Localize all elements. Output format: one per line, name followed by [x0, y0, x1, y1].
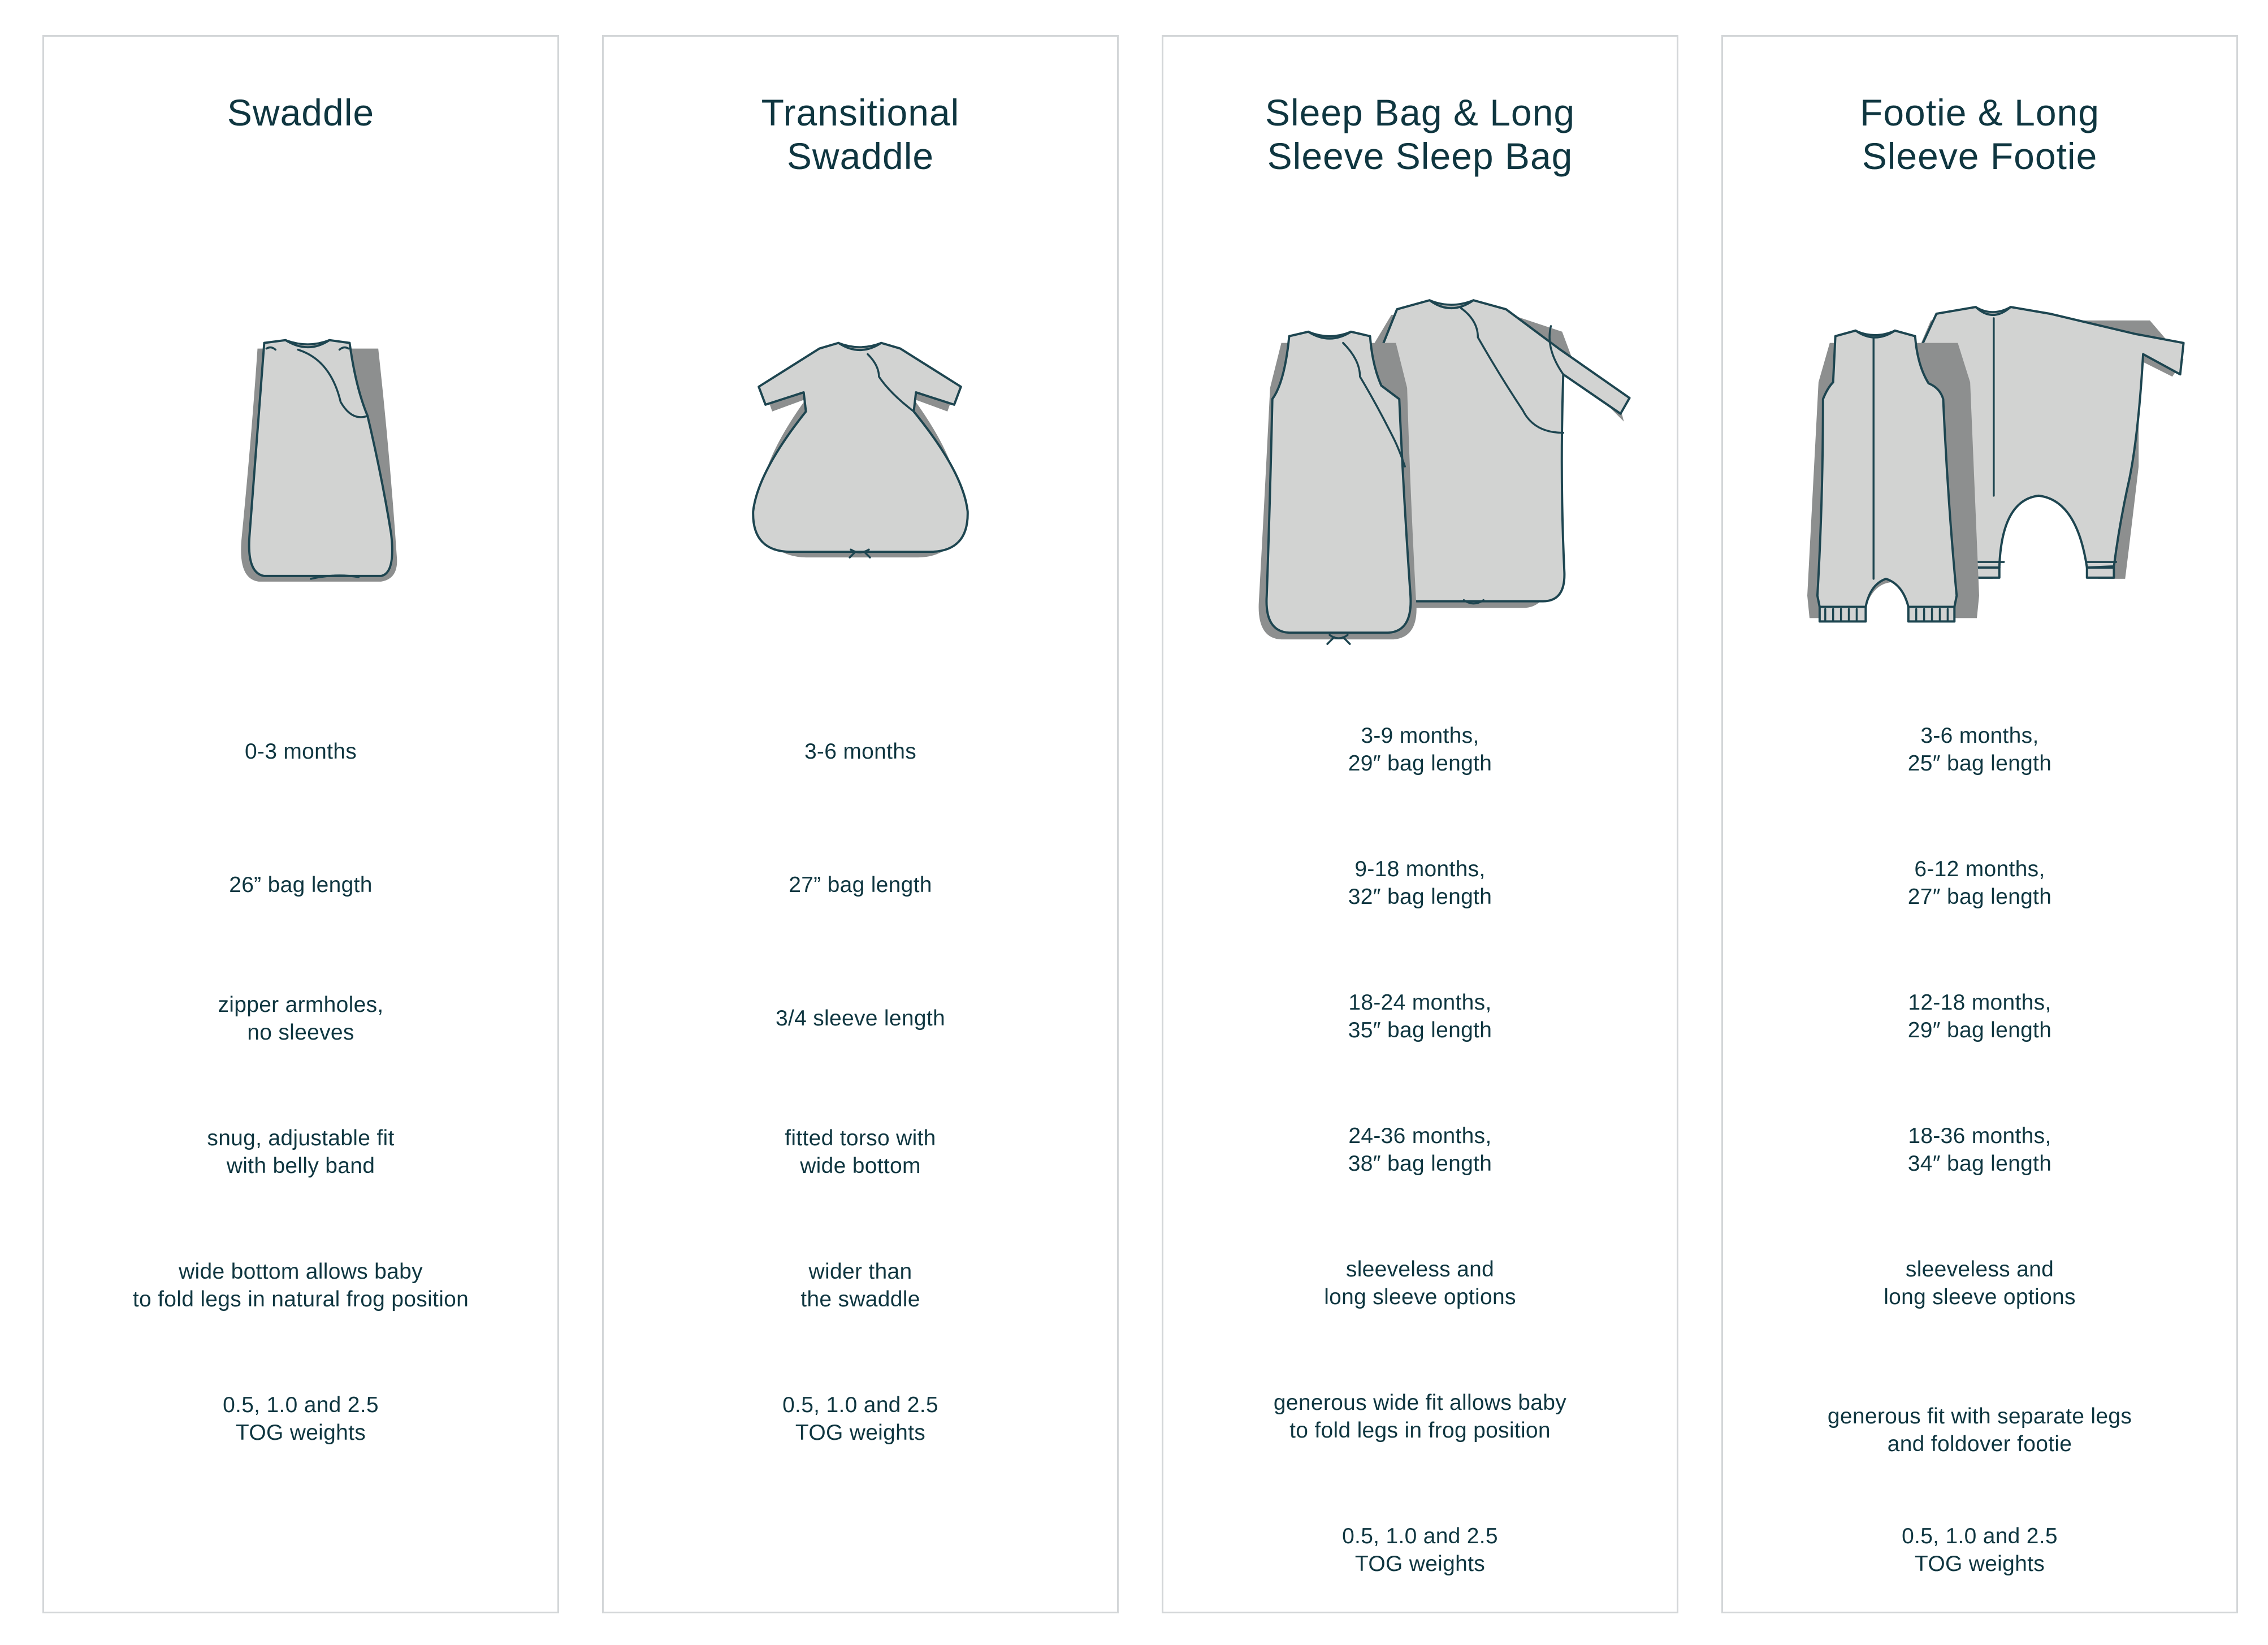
feature-length: 26” bag length [229, 873, 373, 897]
feature-size-4: 18-36 months, 34″ bag length [1907, 1124, 2052, 1176]
feature-fit: generous wide fit allows baby to fold legs in frog position [1273, 1391, 1567, 1443]
feature-bottom: wide bottom allows baby to fold legs in natural frog position [132, 1259, 469, 1311]
feature-age: 3-6 months [804, 739, 917, 764]
feature-size-3: 18-24 months, 35″ bag length [1348, 990, 1492, 1042]
feature-age: 0-3 months [244, 739, 357, 764]
feature-size-2: 9-18 months, 32″ bag length [1348, 857, 1492, 909]
sleeveless-swaddle-icon [44, 263, 557, 704]
product-card-sleep-bag [1162, 35, 1678, 1613]
feature-tog: 0.5, 1.0 and 2.5 TOG weights [1342, 1524, 1498, 1576]
feature-size-3: 12-18 months, 29″ bag length [1907, 990, 2052, 1042]
feature-fit: snug, adjustable fit with belly band [207, 1126, 395, 1178]
feature-tog: 0.5, 1.0 and 2.5 TOG weights [782, 1393, 938, 1445]
product-card-transitional-swaddle [602, 35, 1119, 1613]
feature-bottom: wider than the swaddle [800, 1259, 920, 1311]
sleep-bag-pair-icon [1163, 263, 1677, 704]
transitional-swaddle-icon [604, 263, 1117, 704]
feature-tog: 0.5, 1.0 and 2.5 TOG weights [223, 1393, 379, 1445]
feature-tog: 0.5, 1.0 and 2.5 TOG weights [1902, 1524, 2058, 1576]
feature-length: 27” bag length [789, 873, 932, 897]
product-card-swaddle [42, 35, 559, 1613]
feature-options: sleeveless and long sleeve options [1324, 1257, 1516, 1309]
feature-size-1: 3-9 months, 29″ bag length [1348, 724, 1492, 776]
feature-size-2: 6-12 months, 27″ bag length [1907, 857, 2052, 909]
feature-options: sleeveless and long sleeve options [1884, 1257, 2076, 1309]
card-title: Swaddle [227, 92, 375, 133]
feature-size-1: 3-6 months, 25″ bag length [1907, 724, 2052, 776]
product-card-footie [1721, 35, 2238, 1613]
card-title: Sleep Bag & Long Sleeve Sleep Bag [1265, 92, 1576, 177]
feature-size-4: 24-36 months, 38″ bag length [1348, 1124, 1492, 1176]
feature-fit: generous fit with separate legs and foldover footie [1827, 1404, 2132, 1456]
card-title: Transitional Swaddle [761, 92, 960, 177]
feature-fit: fitted torso with wide bottom [785, 1126, 936, 1178]
footie-pair-icon [1723, 263, 2236, 704]
feature-sleeves: 3/4 sleeve length [776, 1006, 945, 1031]
card-title: Footie & Long Sleeve Footie [1860, 92, 2100, 177]
feature-sleeves: zipper armholes, no sleeves [218, 993, 384, 1045]
